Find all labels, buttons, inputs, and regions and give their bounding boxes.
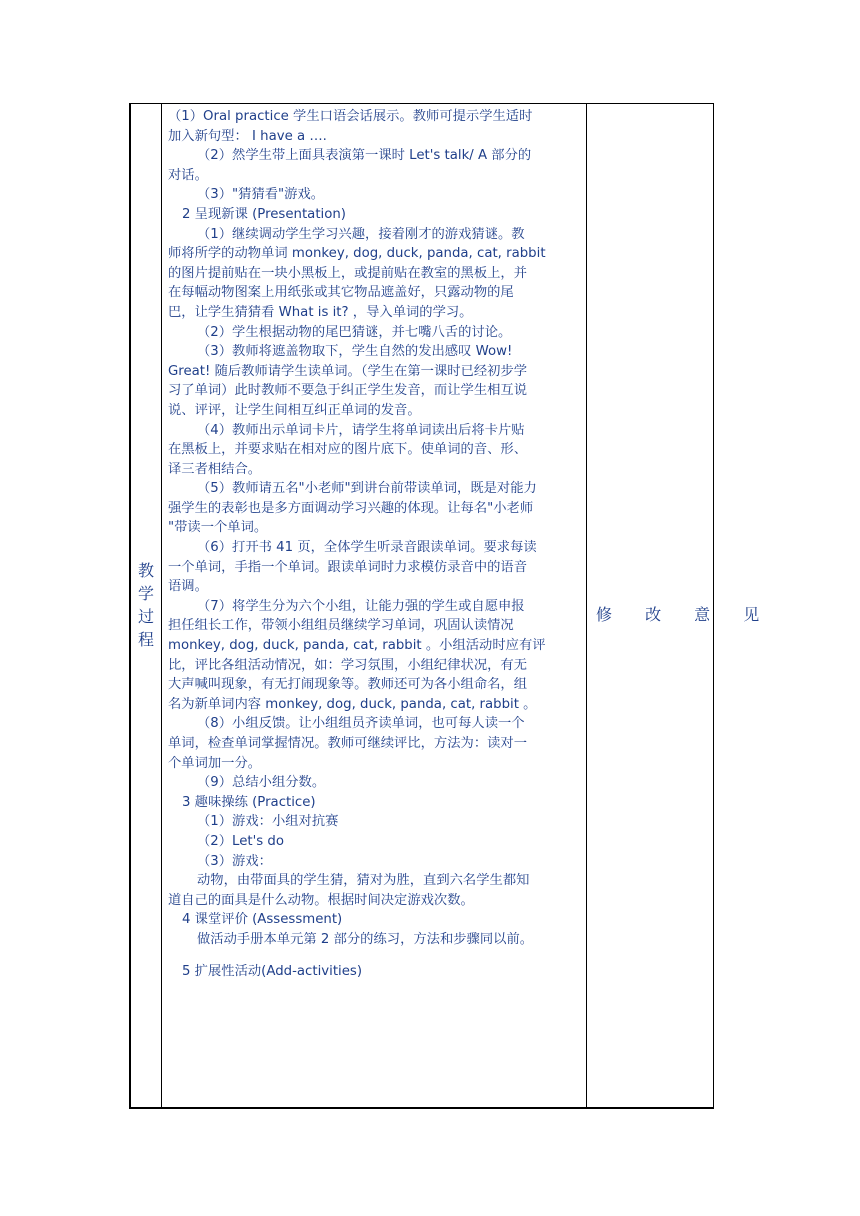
content-line: 5 扩展性活动(Add-activities)	[182, 963, 363, 979]
column-divider	[161, 104, 162, 1107]
content-line: 做活动手册本单元第 2 部分的练习，方法和步骤同以前。	[197, 931, 534, 947]
content-line: 师将所学的动物单词 monkey, dog, duck, panda, cat, rabbit	[168, 246, 546, 262]
content-line: Great! 随后教师请学生读单词。（学生在第一课时已经初步学	[168, 363, 528, 379]
section-label-char: 过	[137, 607, 154, 626]
content-line: 动物，由带面具的学生猜，猜对为胜，直到六名学生都知	[197, 873, 530, 889]
teaching-process-content	[168, 107, 582, 981]
content-line: （6）打开书 41 页，全体学生听录音跟读单词。要求每读	[197, 540, 537, 556]
revision-notes-label: 修 改 意 见	[596, 605, 774, 624]
content-line: 在每幅动物图案上用纸张或其它物品遮盖好，只露动物的尾	[168, 285, 514, 301]
content-line: 对话。	[168, 167, 208, 183]
content-line: 强学生的表彰也是多方面调动学习兴趣的体现。让每名"小老师	[168, 500, 534, 516]
content-line: （2）然学生带上面具表演第一课时 Let's talk/ A 部分的	[197, 148, 532, 164]
section-label-char: 程	[137, 630, 154, 649]
content-line: 的图片提前贴在一块小黑板上，或提前贴在教室的黑板上，并	[168, 265, 528, 281]
content-line: 名为新单词内容 monkey, dog, duck, panda, cat, rabbit 。	[168, 696, 537, 712]
content-line: （1）游戏：小组对抗赛	[197, 814, 339, 830]
content-line: （4）教师出示单词卡片，请学生将单词读出后将卡片贴	[197, 422, 525, 438]
lesson-plan-table	[129, 103, 774, 1109]
section-label-char: 教	[137, 561, 154, 580]
content-line: （2）学生根据动物的尾巴猜谜，并七嘴八舌的讨论。	[197, 324, 512, 340]
content-line: 单词，检查单词掌握情况。教师可继续评比，方法为：读对一	[168, 736, 528, 751]
content-line: 大声喊叫现象，有无打闹现象等。教师还可为各小组命名，组	[168, 677, 528, 693]
content-line: 习了单词）此时教师不要急于纠正学生发音，而让学生相互说	[168, 383, 528, 399]
content-line: 2 呈现新课 (Presentation)	[182, 206, 346, 222]
content-line: （5）教师请五名"小老师"到讲台前带读单词，既是对能力	[197, 481, 537, 497]
column-divider	[586, 104, 587, 1107]
content-line: 巴，让学生猜猜看 What is it? ，导入单词的学习。	[168, 304, 473, 320]
section-label-teaching-process	[131, 559, 161, 651]
content-line: （3）游戏：	[197, 853, 272, 869]
content-line: （1）继续调动学生学习兴趣，接着刚才的游戏猜谜。教	[197, 226, 525, 242]
content-line: （8）小组反馈。让小组组员齐读单词，也可每人读一个	[197, 716, 525, 732]
content-line: "带读一个单词。	[168, 520, 268, 536]
content-line: （7）将学生分为六个小组，让能力强的学生或自愿申报	[197, 598, 525, 614]
content-line: （9）总结小组分数。	[197, 775, 326, 791]
content-line: 一个单词，手指一个单词。跟读单词时力求模仿录音中的语音	[168, 559, 528, 575]
content-line: （3）教师将遮盖物取下，学生自然的发出感叹 Wow!	[197, 344, 513, 360]
content-line: 个单词加一分。	[168, 755, 262, 771]
content-line: monkey, dog, duck, panda, cat, rabbit 。小组活动时应有评	[168, 638, 546, 654]
content-line: （2）Let's do	[197, 833, 285, 849]
blank-line	[168, 950, 582, 962]
content-line: 语调。	[168, 579, 208, 595]
content-line: 加入新句型： I have a ….	[168, 128, 327, 144]
content-line: 比，评比各组活动情况，如：学习氛围，小组纪律状况，有无	[168, 657, 528, 673]
content-line: （1）Oral practice 学生口语会话展示。教师可提示学生适时	[168, 109, 533, 124]
content-line: 担任组长工作，带领小组组员继续学习单词，巩固认读情况	[168, 618, 514, 634]
content-line: 3 趣味操练 (Practice)	[182, 794, 316, 810]
content-line: 4 课堂评价 (Assessment)	[182, 912, 343, 928]
content-line: 道自己的面具是什么动物。根据时间决定游戏次数。	[168, 892, 474, 908]
content-line: 在黑板上，并要求贴在相对应的图片底下。使单词的音、形、	[168, 442, 528, 458]
content-line: 说、评评，让学生间相互纠正单词的发音。	[168, 402, 421, 418]
section-label-char: 学	[137, 584, 154, 603]
content-line: 译三者相结合。	[168, 461, 262, 477]
content-line: （3）"猜猜看"游戏。	[197, 187, 325, 203]
